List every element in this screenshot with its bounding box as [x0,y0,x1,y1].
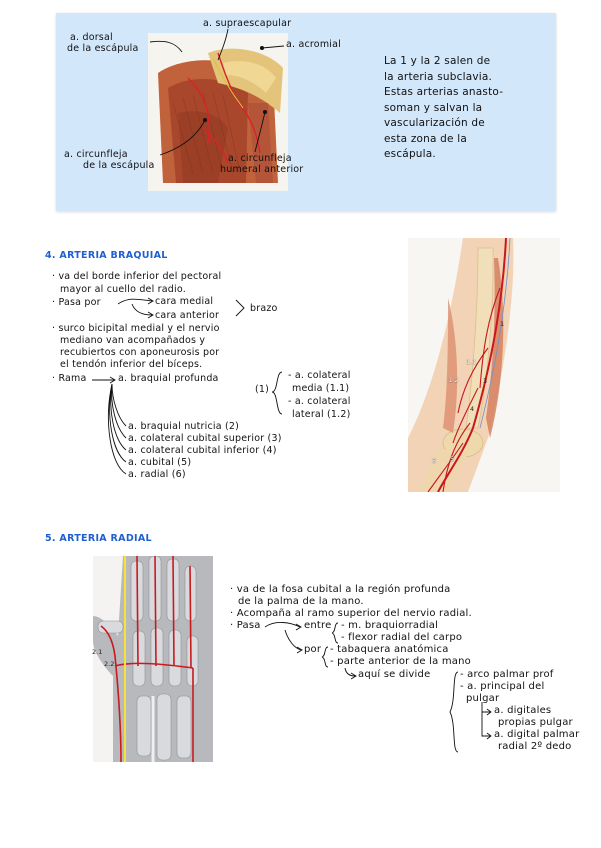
section-heading-radial: 5. ARTERIA RADIAL [45,533,152,544]
radial-div-4: a. digitales [494,705,552,716]
radial-line-1: · va de la fosa cubital a la región profunda [230,584,451,595]
section-heading-braquial: 4. ARTERIA BRAQUIAL [45,250,168,261]
arm-label-1-2: 1.2 [448,376,459,384]
braquial-line-1: · va del borde inferior del pectoral [52,271,222,282]
braquial-colateral-media-1: - a. colateral [288,370,351,381]
arm-label-4: 4 [470,405,475,413]
braquial-branch-cubital: a. cubital (5) [128,457,192,468]
braquial-surco-3: recubiertos con aponeurosis por [60,347,220,358]
radial-div-1: - arco palmar prof [460,669,554,680]
radial-entre-1: - m. braquiorradial [341,620,439,631]
braquial-surco-4: el tendón inferior del bíceps. [60,359,203,370]
braquial-colateral-lateral-2: lateral (1.2) [292,409,351,420]
radial-div-3: pulgar [466,693,500,704]
radial-line-2: de la palma de la mano. [238,596,364,607]
label-circunfleja-humeral-2: humeral anterior [220,164,304,175]
radial-div-2: - a. principal del [460,681,545,692]
radial-entre-2: - flexor radial del carpo [341,632,463,643]
braquial-branch-colateral-sup: a. colateral cubital superior (3) [128,433,282,444]
scapula-note-line: Estas arterias anasto- [384,86,504,98]
label-acromial: a. acromial [286,39,341,50]
scapula-note-line: esta zona de la [384,132,467,145]
radial-pasa-label: · Pasa [230,620,261,631]
radial-aqui-se-divide: aquí se divide [358,669,431,680]
radial-por: por [304,644,322,655]
arm-label-6: 6 [432,457,437,465]
hand-label-2-2: 2.2 [104,660,115,668]
braquial-brazo: brazo [250,303,278,314]
braquial-surco-2: mediano van acompañados y [60,335,206,346]
label-circunfleja-escapula-1: a. circunfleja [64,149,128,160]
radial-entre: entre [304,620,332,631]
scapula-note-line: soman y salvan la [384,101,483,114]
braquial-cara-medial: cara medial [155,296,214,307]
braquial-colateral-media-2: media (1.1) [292,383,350,394]
label-circunfleja-escapula-2: de la escápula [83,160,155,171]
braquial-line-2: mayor al cuello del radio. [60,284,186,295]
arm-label-5: 5 [450,455,455,463]
braquial-surco-1: · surco bicipital medial y el nervio [52,323,220,334]
radial-line-3: · Acompaña al ramo superior del nervio radial. [230,608,472,619]
braquial-pasa-label: · Pasa por [52,297,101,308]
braquial-profunda-num: (1) [255,384,270,395]
braquial-profunda: a. braquial profunda [118,373,219,384]
scapula-note-line: vascularización de [384,117,485,129]
scapula-note-line: escápula. [384,148,436,160]
radial-por-2: - parte anterior de la mano [330,656,471,667]
scapula-note-line: la arteria subclavia. [384,70,493,83]
arm-label-1: 1 [500,320,505,328]
braquial-colateral-lateral-1: - a. colateral [288,396,351,407]
hand-label-2-1: 2.1 [92,648,103,656]
braquial-branch-radial: a. radial (6) [128,469,186,480]
braquial-branch-nutricia: a. braquial nutricia (2) [128,421,240,432]
arm-label-1-1: 1.1 [466,358,477,366]
radial-div-6: a. digital palmar [494,729,580,740]
arm-label-3: 3 [483,377,488,385]
label-dorsal-escapula-2: de la escápula [67,43,139,54]
braquial-rama-label: · Rama [52,373,87,384]
radial-div-7: radial 2º dedo [498,741,572,752]
label-supraescapular: a. supraescapular [203,18,292,29]
label-dorsal-escapula-1: a. dorsal [70,32,113,43]
radial-div-5: propias pulgar [498,717,573,728]
radial-por-1: - tabaquera anatómica [330,644,449,655]
scapula-note-line: La 1 y la 2 salen de [384,55,491,67]
braquial-branch-colateral-inf: a. colateral cubital inferior (4) [128,445,277,456]
braquial-cara-anterior: cara anterior [155,310,220,321]
label-circunfleja-humeral-1: a. circunfleja [228,153,292,164]
